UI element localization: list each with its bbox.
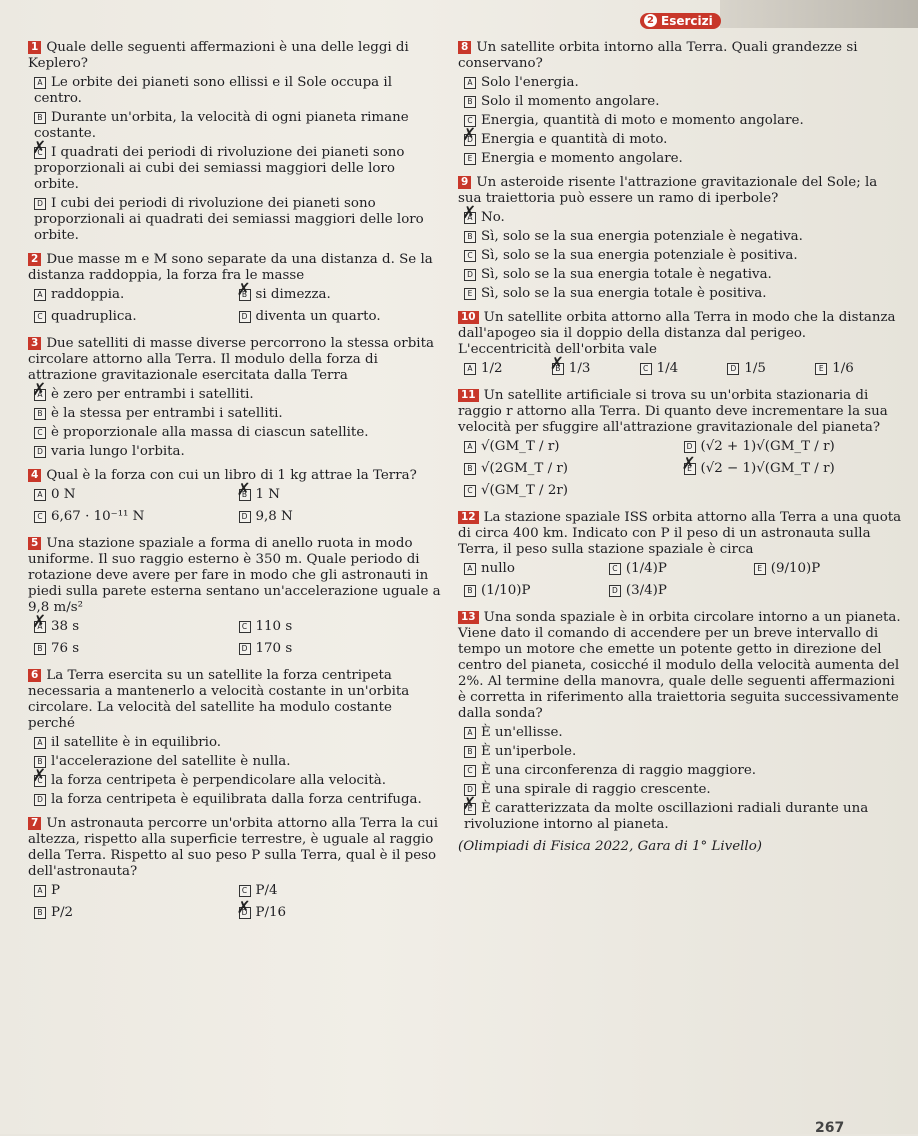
option-c[interactable]: C È una circonferenza di raggio maggiore. [464,763,903,779]
source-citation: (Olimpiadi di Fisica 2022, Gara di 1° Livello) [458,839,763,854]
question-text: Due masse m e M sono separate da una distanza d. Se la distanza raddoppia, la forza fra le masse [28,252,433,283]
option-c[interactable]: C √(GM_T / 2r) [464,483,684,499]
option-c[interactable]: C Energia, quantità di moto e momento angolare. [464,113,903,129]
question-text: Qual è la forza con cui un libro di 1 kg attrae la Terra? [46,468,417,483]
option-c[interactable]: C quadruplica. [34,309,239,325]
option-b[interactable]: B Sì, solo se la sua energia potenziale è negativa. [464,229,903,245]
option-b[interactable]: B l'accelerazione del satellite è nulla. [34,754,443,770]
option-a[interactable]: A È un'ellisse. [464,725,903,741]
option-a[interactable]: A ✗ 38 s [34,619,239,635]
option-c[interactable]: C ✗ la forza centripeta è perpendicolare alla velocità. [34,773,443,789]
exercises-tag [640,13,721,29]
option-d[interactable]: D I cubi dei periodi di rivoluzione dei pianeti sono proporzionali ai quadrati dei semiassi maggiori delle loro orbite. [34,196,424,243]
option-b[interactable]: B Solo il momento angolare. [464,94,903,110]
question-number: 6 [28,669,41,682]
question-text: Un asteroide risente l'attrazione gravitazionale del Sole; la sua traiettoria può essere un ramo di iperbole? [458,175,878,206]
option-a[interactable]: A 1/2 [464,361,552,377]
option-a[interactable]: A √(GM_T / r) [464,439,684,455]
question-13 [458,610,903,855]
option-b[interactable]: B 76 s [34,641,239,657]
option-b[interactable]: B P/2 [34,905,239,921]
option-d[interactable]: D varia lungo l'orbita. [34,444,443,460]
option-e[interactable]: E Energia e momento angolare. [464,151,903,167]
question-5 [28,536,443,660]
option-a[interactable]: A 0 N [34,487,239,503]
option-c[interactable]: C ✗ I quadrati dei periodi di rivoluzione dei pianeti sono proporzionali ai cubi dei semiassi maggiori delle loro orbite. [34,145,443,193]
option-c[interactable]: C 1/4 [640,361,728,377]
option-d[interactable]: D 9,8 N [239,509,444,525]
question-text: Un satellite orbita intorno alla Terra. Quali grandezze si conservano? [458,40,858,71]
option-c[interactable]: C Sì, solo se la sua energia potenziale è positiva. [464,248,903,264]
question-text: La stazione spaziale ISS orbita attorno alla Terra a una quota di circa 400 km. Indicato con P il peso di un astronauta sulla Terra, il peso sulla stazione spaziale è circa [458,510,902,557]
question-2 [28,252,443,328]
question-10 [458,310,903,380]
option-d[interactable]: D la forza centripeta è equilibrata dalla forza centrifuga. [34,792,443,808]
option-a[interactable]: A Le orbite dei pianeti sono ellissi e il Sole occupa il centro. [34,75,392,106]
question-text: La Terra esercita su un satellite la forza centripeta necessaria a mantenerlo a velocità costante in un'orbita circolare. La velocità del satellite ha modulo costante perché [28,668,410,731]
option-d[interactable]: D diventa un quarto. [239,309,444,325]
option-c[interactable]: C è proporzionale alla massa di ciascun satellite. [34,425,443,441]
question-8 [458,40,903,167]
option-a[interactable]: A ✗ è zero per entrambi i satelliti. [34,387,443,403]
option-d[interactable]: D (3/4)P [609,583,754,599]
question-number: 12 [458,511,479,524]
option-d[interactable]: D ✗ P/16 [239,905,444,921]
left-column [28,40,443,928]
question-text: Un satellite orbita attorno alla Terra in modo che la distanza dall'apogeo sia il doppio della distanza dal perigeo. L'eccentricità dell'orbita vale [458,310,896,357]
question-11 [458,388,903,502]
question-number: 3 [28,337,41,350]
question-number: 5 [28,537,41,550]
question-number: 13 [458,611,479,624]
option-d[interactable]: D 1/5 [727,361,815,377]
option-e[interactable]: E ✗ (√2 − 1)√(GM_T / r) [684,461,904,477]
page-number: 267 [815,1120,845,1136]
question-number: 7 [28,817,41,830]
option-e[interactable]: E (9/10)P [754,561,899,577]
option-d[interactable]: D 170 s [239,641,444,657]
option-e[interactable]: E Sì, solo se la sua energia totale è positiva. [464,286,903,302]
option-b[interactable]: B ✗ 1 N [239,487,444,503]
question-9 [458,175,903,302]
option-c[interactable]: C P/4 [239,883,444,899]
question-6 [28,668,443,808]
question-number: 8 [458,41,471,54]
question-number: 4 [28,469,41,482]
option-b[interactable]: B È un'iperbole. [464,744,903,760]
option-a[interactable]: A raddoppia. [34,287,239,303]
badge-icon: 2 [644,14,657,27]
question-text: Un satellite artificiale si trova su un'orbita stazionaria di raggio r attorno alla Terra. Di quanto deve incrementare la sua velocità per sfuggire all'attrazione gravitazionale del pianeta? [458,388,888,435]
question-number: 1 [28,41,41,54]
option-a[interactable]: A nullo [464,561,609,577]
option-a[interactable]: A il satellite è in equilibrio. [34,735,443,751]
question-number: 2 [28,253,41,266]
option-e[interactable]: E 1/6 [815,361,903,377]
question-number: 10 [458,311,479,324]
question-number: 9 [458,176,471,189]
question-text: Una stazione spaziale a forma di anello ruota in modo uniforme. Il suo raggio esterno è 350 m. Quale periodo di rotazione deve avere per fare in modo che gli astronauti in piedi sulla parete esterna sentano un'accelerazione uguale a 9,8 m/s² [28,536,441,615]
option-d[interactable]: D È una spirale di raggio crescente. [464,782,903,798]
option-e[interactable]: E ✗ È caratterizzata da molte oscillazioni radiali durante una rivoluzione intorno al pianeta. [464,801,903,833]
question-4 [28,468,443,528]
question-7 [28,816,443,924]
option-c[interactable]: C 6,67 · 10⁻¹¹ N [34,509,239,525]
question-text: Quale delle seguenti affermazioni è una delle leggi di Keplero? [28,40,409,71]
question-text: Un astronauta percorre un'orbita attorno alla Terra la cui altezza, rispetto alla superficie terrestre, è uguale al raggio della Terra. Rispetto al suo peso P sulla Terra, qual è il peso dell'astronauta? [28,816,439,879]
question-3 [28,336,443,460]
option-a[interactable]: A Solo l'energia. [464,75,903,91]
option-d[interactable]: D (√2 + 1)√(GM_T / r) [684,439,904,455]
corner-decoration [720,0,918,28]
option-b[interactable]: B Durante un'orbita, la velocità di ogni pianeta rimane costante. [34,110,409,141]
question-number: 11 [458,389,479,402]
option-b[interactable]: B ✗ si dimezza. [239,287,444,303]
question-1 [28,40,443,244]
right-column [458,40,903,859]
option-b[interactable]: B ✗ 1/3 [552,361,640,377]
option-c[interactable]: C 110 s [239,619,444,635]
question-text: Una sonda spaziale è in orbita circolare intorno a un pianeta. Viene dato il comando di accendere per un breve intervallo di tempo un motore che emette un potente getto in direzione del centro del pianeta, cosicché il modulo della velocità aumenta del 2%. Al termine della manovra, quale delle seguenti affermazioni è corretta in riferimento alla traiettoria seguita successivamente dalla sonda? [458,610,901,721]
option-c[interactable]: C (1/4)P [609,561,754,577]
question-12 [458,510,903,602]
option-b[interactable]: B (1/10)P [464,583,609,599]
exercises-label: Esercizi [661,13,713,28]
option-a[interactable]: A P [34,883,239,899]
question-text: Due satelliti di masse diverse percorrono la stessa orbita circolare attorno alla Terra. Il modulo della forza di attrazione gravitazionale esercitata dalla Terra [28,336,434,383]
section-header [640,8,721,29]
option-a[interactable]: A ✗ No. [464,210,903,226]
option-b[interactable]: B √(2GM_T / r) [464,461,684,477]
option-b[interactable]: B è la stessa per entrambi i satelliti. [34,406,443,422]
option-d[interactable]: D ✗ Energia e quantità di moto. [464,132,903,148]
option-d[interactable]: D Sì, solo se la sua energia totale è negativa. [464,267,903,283]
